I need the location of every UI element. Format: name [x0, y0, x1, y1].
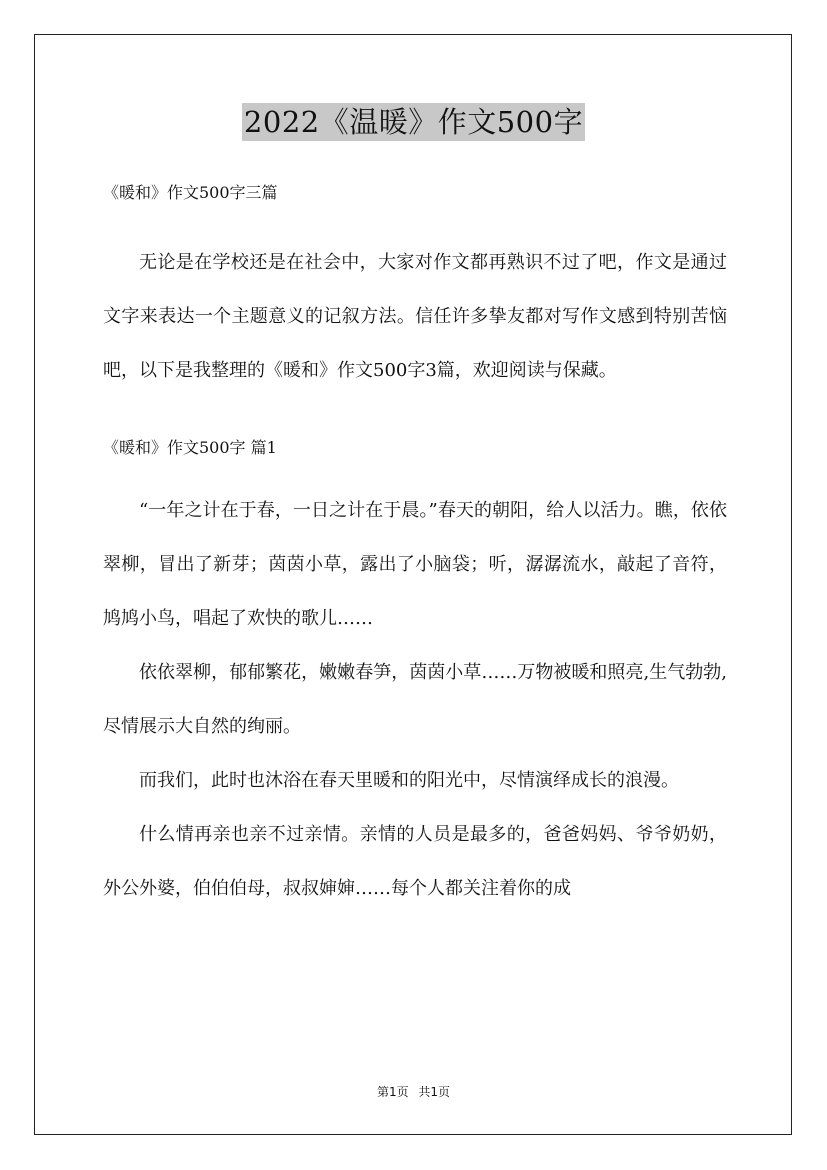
section-paragraph-4: 什么情再亲也亲不过亲情。亲情的人员是最多的，爸爸妈妈、爷爷奶奶，外公外婆，伯伯伯母，叔叔婶婶……每个人都关注着你的成	[103, 824, 727, 899]
title-container	[0, 103, 827, 141]
page-total: 共1页	[418, 1085, 451, 1099]
document-body	[103, 177, 727, 916]
section-paragraph-3: 而我们，此时也沐浴在春天里暖和的阳光中，尽情演绎成长的浪漫。	[139, 770, 679, 791]
section-paragraph-1: “一年之计在于春，一日之计在于晨。”春天的朝阳，给人以活力。瞧，依依翠柳，冒出了新芽；茵茵小草，露出了小脑袋；听，潺潺流水，敲起了音符，鸠鸠小鸟，唱起了欢快的歌儿……	[103, 500, 727, 629]
section-heading: 《暖和》作文500字 篇1	[103, 438, 277, 457]
document-title: 2022《温暖》作文500字	[243, 105, 584, 139]
section-paragraph-2: 依依翠柳，郁郁繁花，嫩嫩春笋，茵茵小草……万物被暖和照亮,生气勃勃,尽情展示大自然的绚丽。	[103, 662, 727, 737]
intro-paragraph: 无论是在学校还是在社会中，大家对作文都再熟识不过了吧，作文是通过文字来表达一个主题意义的记叙方法。信任许多挚友都对写作文感到特别苦恼吧，以下是我整理的《暖和》作文500字3篇，欢迎阅读与保藏。	[103, 252, 727, 381]
page-footer	[0, 1084, 827, 1100]
page-number: 第1页	[376, 1085, 409, 1099]
intro-heading: 《暖和》作文500字三篇	[103, 183, 278, 202]
